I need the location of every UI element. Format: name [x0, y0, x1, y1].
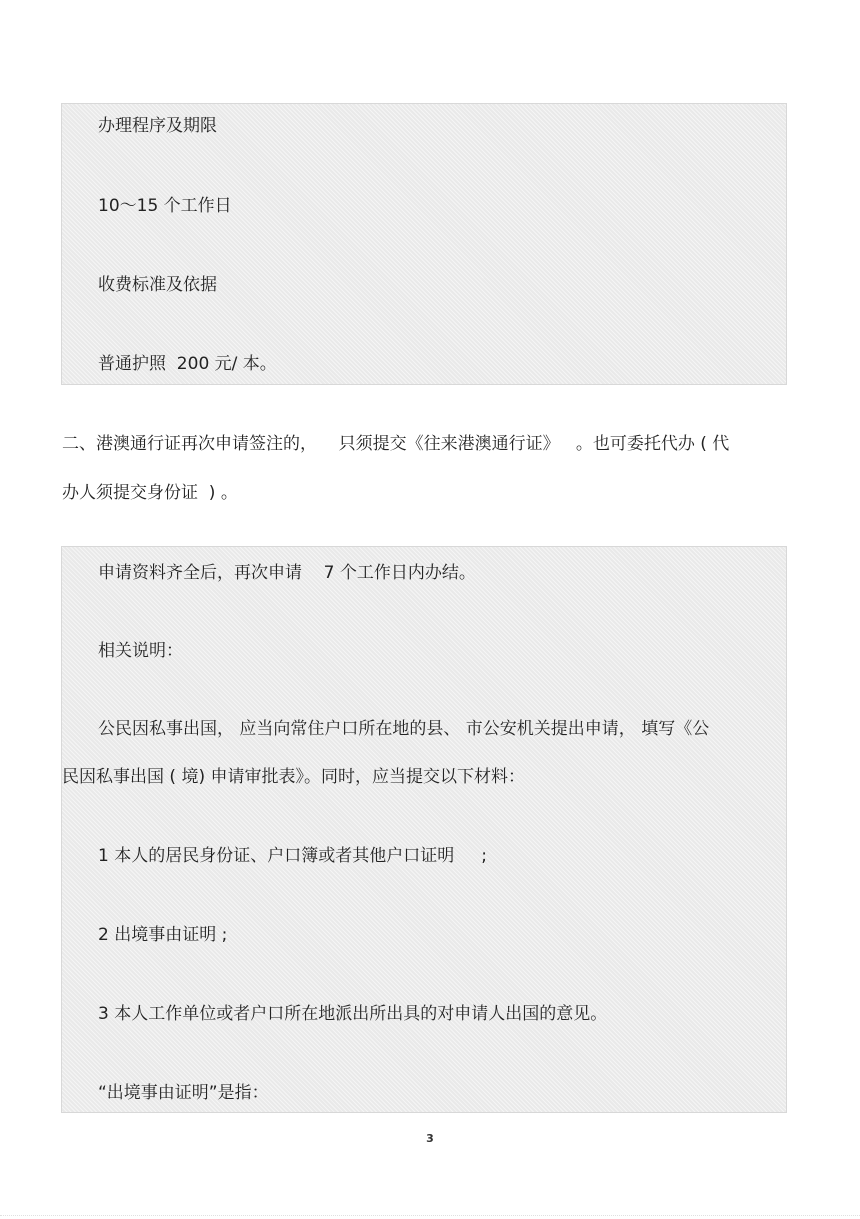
- heading-procedure: 办理程序及期限: [98, 116, 217, 136]
- paragraph-hk-macau-line-2: 办人须提交身份证 ) 。: [62, 483, 238, 503]
- material-item-1: 1 本人的居民身份证、户口簿或者其他户口证明 ;: [98, 846, 487, 866]
- reapply-time: 申请资料齐全后，再次申请 7 个工作日内办结。: [98, 563, 476, 583]
- shaded-block-1: [61, 103, 787, 385]
- paragraph-hk-macau-line-1: 二、港澳通行证再次申请签注的， 只须提交《往来港澳通行证》 。也可委托代办 ( 代: [62, 434, 730, 454]
- page-number: 3: [426, 1132, 434, 1145]
- fee-passport: 普通护照 200 元/ 本。: [98, 354, 277, 374]
- heading-notes: 相关说明：: [98, 641, 183, 661]
- notes-paragraph-line-2: 民因私事出国 ( 境) 申请审批表》。同时，应当提交以下材料：: [62, 767, 525, 787]
- notes-paragraph-line-1: 公民因私事出国， 应当向常住户口所在地的县、 市公安机关提出申请， 填写《公: [98, 719, 710, 739]
- page-bottom-divider: [0, 1215, 860, 1216]
- definition-heading: “出境事由证明”是指：: [98, 1083, 269, 1103]
- material-item-3: 3 本人工作单位或者户口所在地派出所出具的对申请人出国的意见。: [98, 1004, 608, 1024]
- heading-fees: 收费标准及依据: [98, 275, 217, 295]
- processing-time: 10～15 个工作日: [98, 196, 232, 216]
- material-item-2: 2 出境事由证明 ;: [98, 925, 228, 945]
- shaded-block-2: [61, 546, 787, 1113]
